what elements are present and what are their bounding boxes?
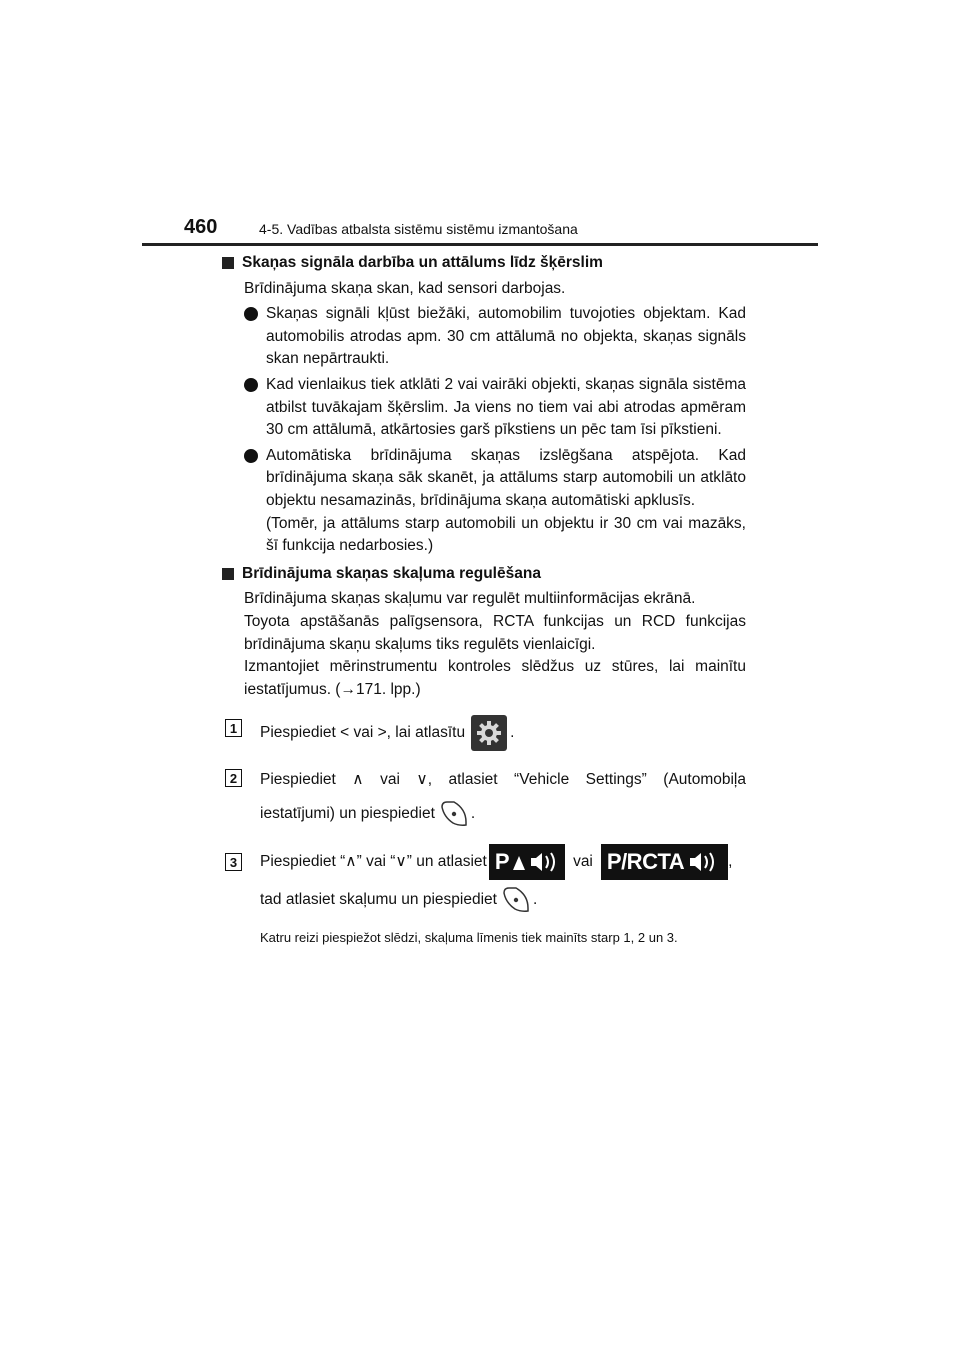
list-item: Automātiska brīdinājuma skaņas izslēgšana atspējota. Kad brīdinājuma skaņa sāk skanēt, ja attālums starp automobili un atklāto objektu nesamazinās, brīdinājuma skaņa automātiski apklusīs. (Tomēr, ja attālums starp automobili un objektu ir 30 cm vai mazāks, šī funkcija nedarbosies.) — [222, 445, 746, 558]
page-number: 460 — [184, 216, 218, 238]
header-rule — [142, 243, 818, 246]
enter-button-icon — [439, 799, 469, 829]
bullet-icon — [244, 307, 258, 321]
list-item: Skaņas signāli kļūst biežāki, automobilim tuvojoties objektam. Kad automobilis atrodas apm. 30 cm attālumā no objekta, skaņas signāls skan nepārtraukti. — [222, 303, 746, 371]
volume-note: Katru reizi piespiežot slēdzi, skaļuma līmenis tiek mainīts starp 1, 2 un 3. — [260, 930, 678, 946]
parking-sensor-volume-icon: P — [489, 844, 565, 880]
running-title: 4-5. Vadības atbalsta sistēmu sistēmu izmantošana — [259, 221, 578, 237]
list-item: Kad vienlaikus tiek atklāti 2 vai vairāki objekti, skaņas signāla sistēma atbilst tuvākajam šķērslim. Ja viens no tiem vai abi atrodas apmēram 30 cm attālumā, atkārtosies garš pīkstiens un pēc tam īsi pīkstieni. — [222, 374, 746, 442]
section-marker-icon — [222, 568, 234, 580]
section-title-sound-signal: Skaņas signāla darbība un attālums līdz šķērslim — [222, 252, 746, 275]
bullet-icon — [244, 449, 258, 463]
parking-rcta-volume-icon: P/RCTA — [601, 844, 728, 880]
gear-settings-icon — [471, 715, 507, 751]
enter-button-icon — [501, 885, 531, 915]
section2-text: Brīdinājuma skaņas skaļumu var regulēt multiinformācijas ekrānā. Toyota apstāšanās palīgsensora, RCTA funkcijas un RCD funkcijas brīdinājuma skaņu skaļums tiks regulēts vienlaicīgi. Izmantojiet mērinstrumentu kontroles slēdžus uz stūres, lai mainītu iestatījumus. (→171. lpp.) — [244, 590, 746, 698]
main-content — [222, 252, 746, 946]
step-number: 1 — [225, 719, 242, 737]
step-1: 1 Piespiediet < vai >, lai atlasītu . — [222, 715, 746, 751]
section-marker-icon — [222, 257, 234, 269]
step-number: 2 — [225, 769, 242, 787]
step-2: 2 Piespiediet ∧ vai ∨, atlasiet “Vehicle Settings” (Automobiļa iestatījumi) un piespiediet . — [222, 765, 746, 829]
step-3: 3 Piespiediet “∧” vai “∨” un atlasiet P vai P/RCTA , tad atlasiet skaļumu un piespiediet . — [222, 843, 746, 915]
step-number: 3 — [225, 853, 242, 871]
bullet-note: (Tomēr, ja attālums starp automobili un objektu ir 30 cm vai mazāks, šī funkcija nedarbosies.) — [266, 514, 746, 555]
steps-list — [222, 715, 746, 946]
section1-intro: Brīdinājuma skaņa skan, kad sensori darbojas. — [244, 279, 566, 297]
section-title-volume: Brīdinājuma skaņas skaļuma regulēšana — [222, 563, 746, 586]
page-header — [0, 0, 960, 250]
bullet-icon — [244, 378, 258, 392]
